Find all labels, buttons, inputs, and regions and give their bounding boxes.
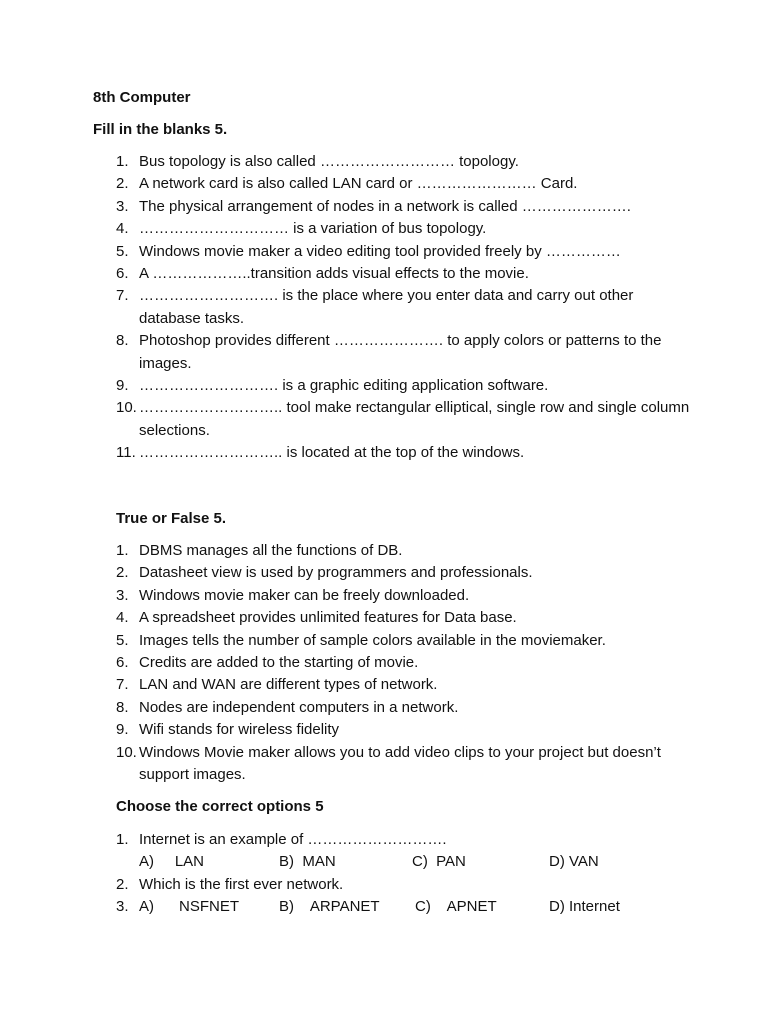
list-item xyxy=(116,742,696,787)
list-item xyxy=(116,562,696,584)
list-item xyxy=(116,652,696,674)
list-item xyxy=(116,585,696,607)
item-number: 1. xyxy=(116,831,129,848)
item-text: LAN and WAN are different types of network. xyxy=(139,676,438,694)
item-number: 6. xyxy=(116,265,129,283)
item-text: Photoshop provides different …………………. to apply colors or patterns to the images. xyxy=(139,332,662,372)
item-text: A ………………..transition adds visual effects to the movie. xyxy=(139,265,529,283)
list-item xyxy=(116,829,696,851)
list-item xyxy=(116,697,696,719)
item-number: 3. xyxy=(116,197,129,215)
options-row xyxy=(116,851,696,873)
item-number: 4. xyxy=(116,609,129,627)
item-text: ………………………. is the place where you enter data and carry out other database tasks. xyxy=(139,287,634,327)
item-text: ………………………. is a graphic editing application software. xyxy=(139,377,549,395)
list-item xyxy=(116,241,696,263)
item-text: ……………………….. is located at the top of the windows. xyxy=(139,444,525,462)
item-text: Windows Movie maker allows you to add video clips to your project but doesn’t support images. xyxy=(139,743,661,784)
item-text: Wifi stands for wireless fidelity xyxy=(139,721,340,739)
item-number: 8. xyxy=(116,332,129,350)
item-number: 1. xyxy=(116,153,129,170)
item-number: 7. xyxy=(116,676,129,694)
document-title: 8th Computer xyxy=(93,89,191,106)
item-text: Bus topology is also called ……………………… topology. xyxy=(139,153,519,170)
item-text: DBMS manages all the functions of DB. xyxy=(139,542,403,559)
item-text: Windows movie maker can be freely downloaded. xyxy=(139,586,470,604)
item-text: Windows movie maker a video editing tool provided freely by …………… xyxy=(139,242,621,260)
item-number: 8. xyxy=(116,698,129,716)
list-item xyxy=(116,330,696,375)
list-item xyxy=(116,674,696,696)
fill-blanks-heading: Fill in the blanks 5. xyxy=(93,121,228,138)
item-number: 10. xyxy=(116,399,137,417)
choose-options-heading: Choose the correct options 5 xyxy=(116,798,324,815)
option-b: B) ARPANET xyxy=(279,898,380,916)
item-text: Credits are added to the starting of movie. xyxy=(139,654,419,672)
true-false-heading: True or False 5. xyxy=(116,510,227,527)
item-text: A spreadsheet provides unlimited features for Data base. xyxy=(139,609,517,627)
list-item xyxy=(116,285,696,330)
item-text: ……………………….. tool make rectangular elliptical, single row and single column selections. xyxy=(139,399,690,439)
item-text: The physical arrangement of nodes in a network is called …………………. xyxy=(139,197,631,215)
item-number: 11. xyxy=(116,444,136,462)
item-number: 9. xyxy=(116,377,129,395)
option-c: C) PAN xyxy=(412,853,466,871)
list-item xyxy=(116,397,696,442)
item-text: ………………………… is a variation of bus topology. xyxy=(139,220,487,238)
item-number: 5. xyxy=(116,631,129,649)
list-item xyxy=(116,263,696,285)
options-row xyxy=(116,896,696,918)
item-text: Images tells the number of sample colors available in the moviemaker. xyxy=(139,631,606,649)
option-c: C) APNET xyxy=(415,898,497,916)
item-number: 1. xyxy=(116,542,129,559)
list-item xyxy=(116,630,696,652)
option-d: D) Internet xyxy=(549,898,620,916)
list-item xyxy=(116,218,696,240)
item-number: 2. xyxy=(116,564,129,582)
item-number: 2. xyxy=(116,175,129,193)
item-number: 3. xyxy=(116,898,129,916)
list-item xyxy=(116,375,696,397)
item-number: 5. xyxy=(116,242,129,260)
fill-blanks-list xyxy=(116,151,696,465)
item-text: Datasheet view is used by programmers and professionals. xyxy=(139,564,533,582)
item-number: 7. xyxy=(116,287,129,305)
option-d: D) VAN xyxy=(549,853,599,871)
true-false-list xyxy=(116,540,696,786)
item-number: 9. xyxy=(116,721,129,739)
list-item xyxy=(116,540,696,562)
option-a: A) NSFNET xyxy=(139,898,240,916)
item-text: Which is the first ever network. xyxy=(139,875,344,893)
list-item xyxy=(116,196,696,218)
list-item xyxy=(116,173,696,195)
item-text: A network card is also called LAN card or …………………… Card. xyxy=(139,175,578,193)
option-a: A) LAN xyxy=(139,853,205,871)
item-text: Nodes are independent computers in a network. xyxy=(139,698,459,716)
choose-options-list xyxy=(116,829,696,919)
item-number: 2. xyxy=(116,875,129,893)
list-item xyxy=(116,874,696,896)
option-b: B) MAN xyxy=(279,853,336,871)
list-item xyxy=(116,151,696,173)
item-text: Internet is an example of ………………………. xyxy=(139,831,447,848)
list-item xyxy=(116,719,696,741)
list-item xyxy=(116,607,696,629)
item-number: 10. xyxy=(116,743,137,761)
item-number: 6. xyxy=(116,654,129,672)
item-number: 3. xyxy=(116,586,129,604)
item-number: 4. xyxy=(116,220,129,238)
list-item xyxy=(116,442,696,464)
